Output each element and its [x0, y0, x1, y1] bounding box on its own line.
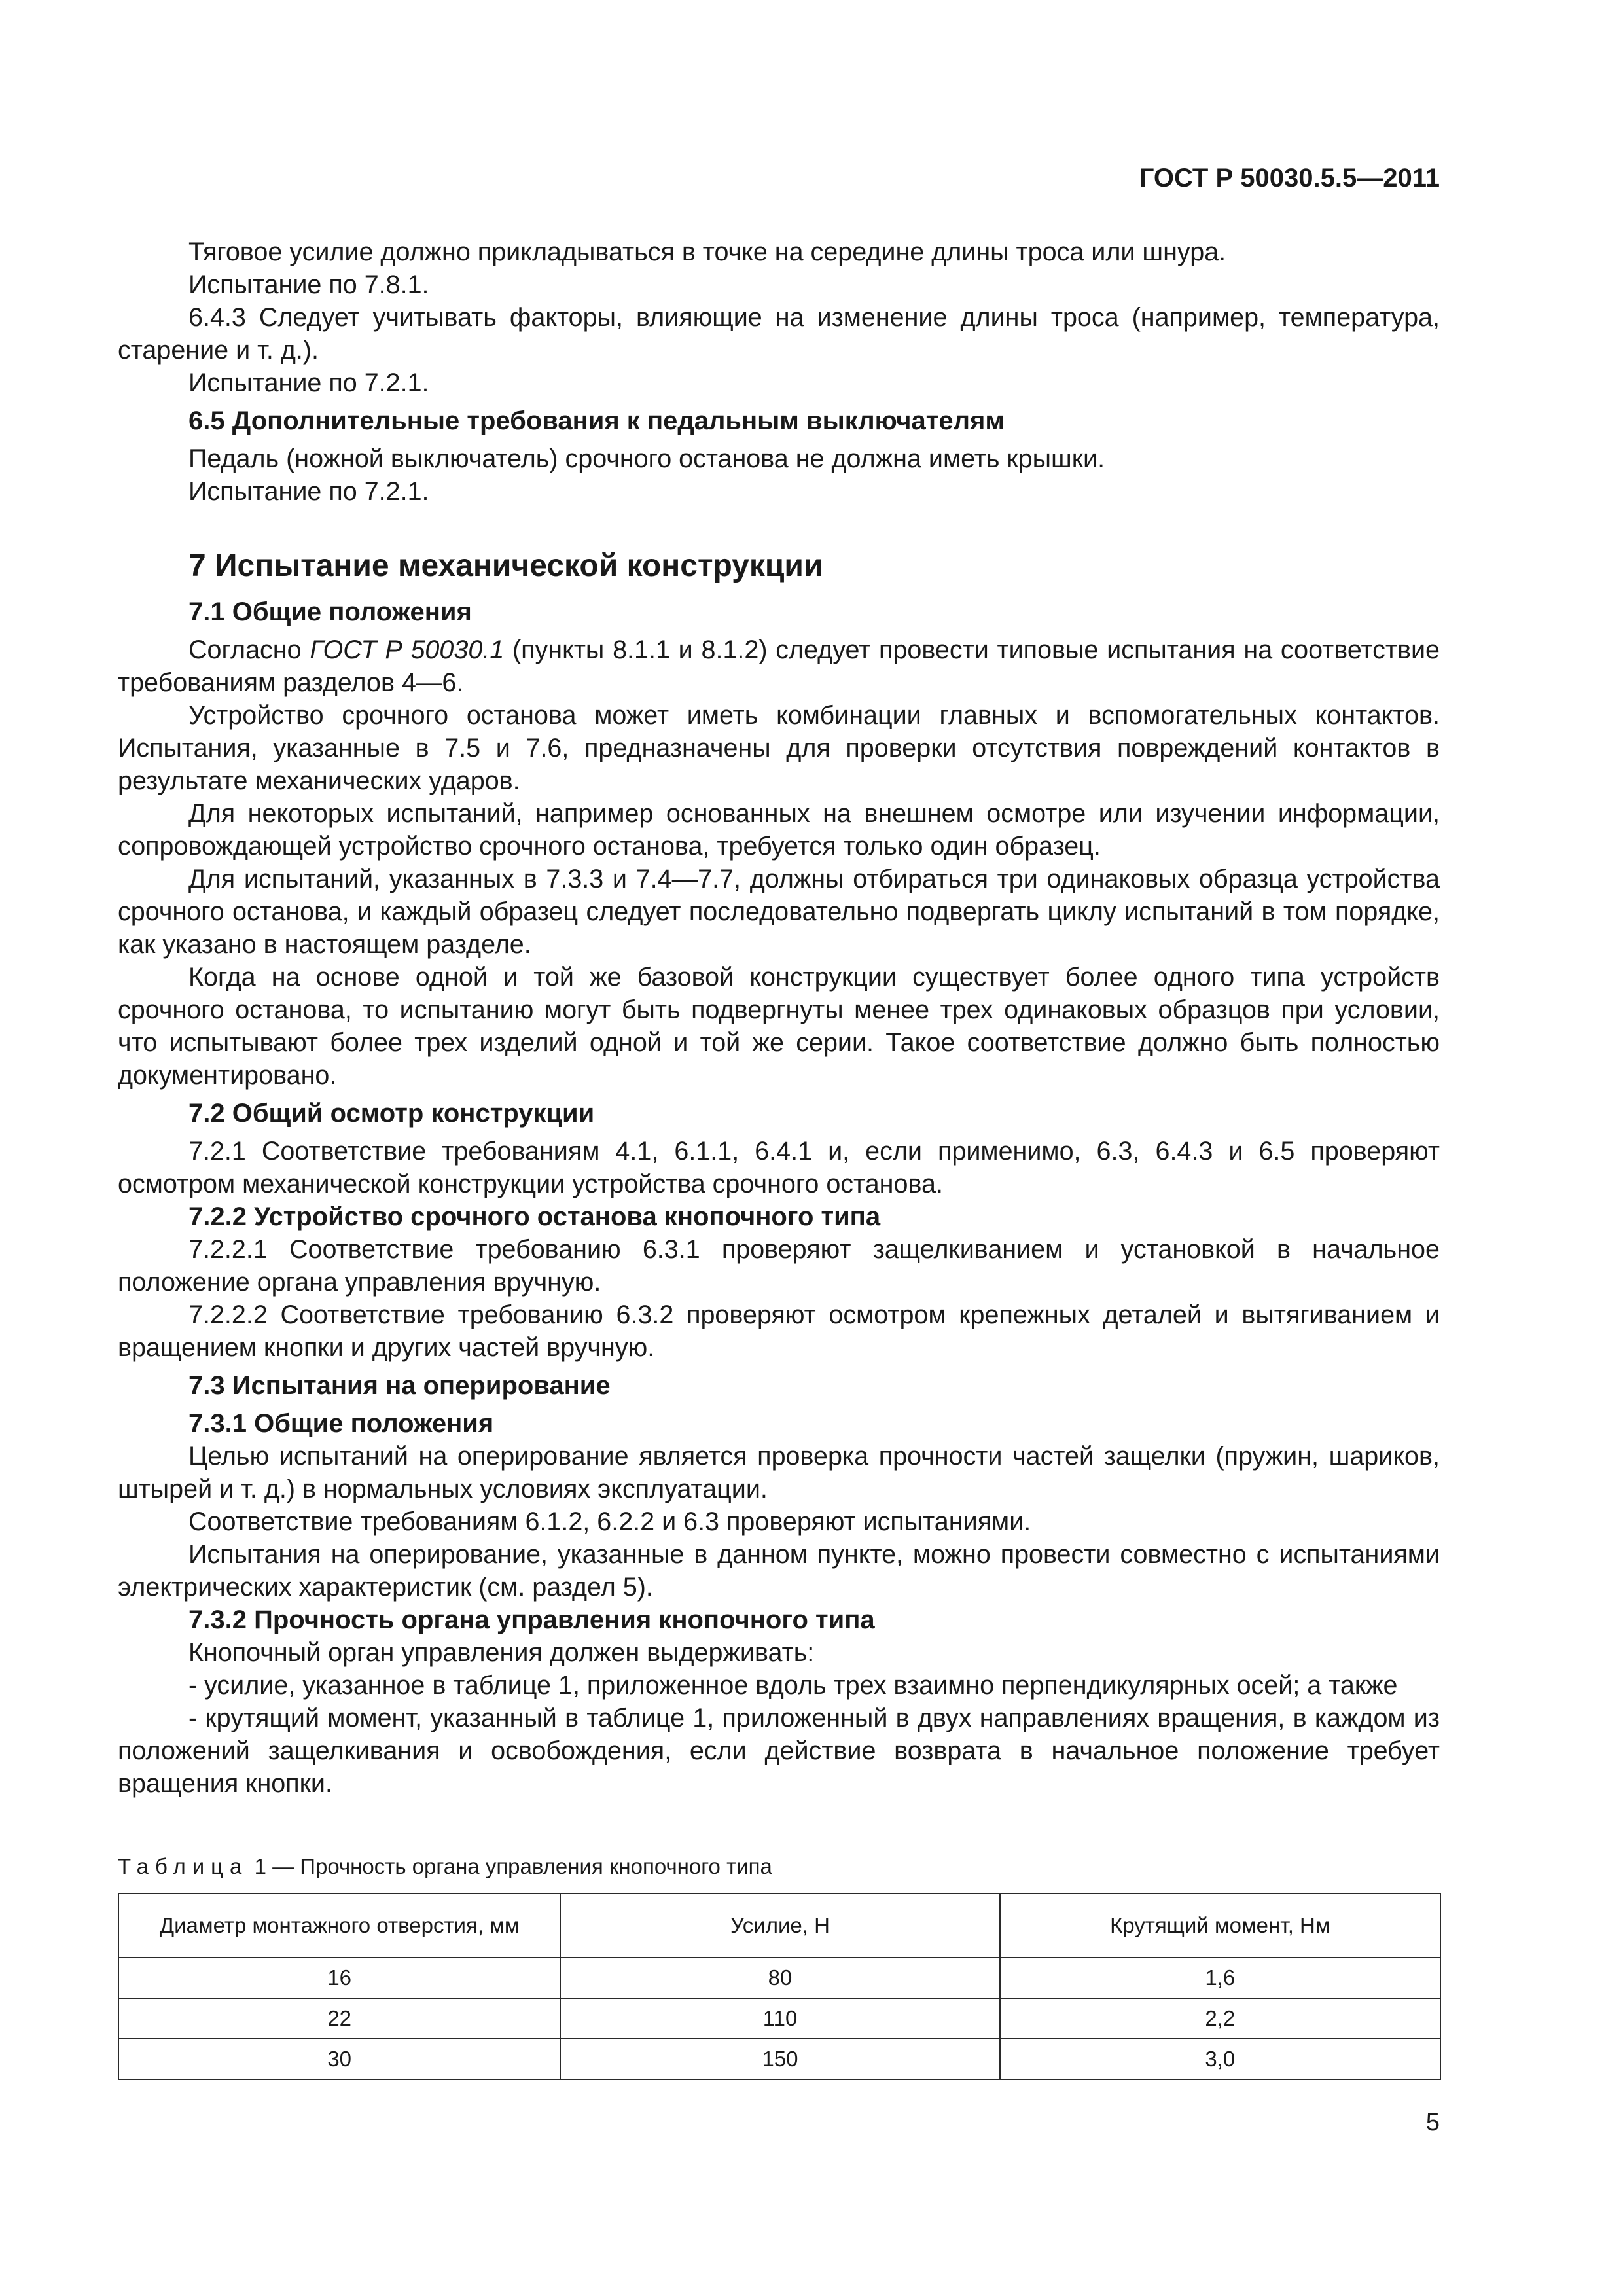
body-text: [118, 236, 1440, 1800]
paragraph: 6.4.3 Следует учитывать факторы, влияющие на изменение длины троса (например, температура, старение и т. д.).: [118, 303, 1440, 365]
paragraph-text: (пункты 8.1.1 и 8.1.2) следует провести типовые испытания на соответствие требованиям разделов 4—6.: [118, 636, 1440, 697]
paragraph: Испытание по 7.8.1.: [188, 270, 429, 299]
paragraph: Педаль (ножной выключатель) срочного останова не должна иметь крышки.: [188, 444, 1105, 473]
paragraph: Тяговое усилие должно прикладываться в точке на середине длины троса или шнура.: [188, 238, 1226, 266]
cell-diameter: 16: [118, 1958, 560, 1998]
table-row: [118, 1958, 1440, 1998]
paragraph: 7.2.1 Соответствие требованиям 4.1, 6.1.1, 6.4.1 и, если применимо, 6.3, 6.4.3 и 6.5 проверяют осмотром механической конструкции устройства срочного останова.: [118, 1137, 1440, 1198]
cell-force: 110: [560, 1998, 999, 2039]
subsection-heading: 7.3 Испытания на оперирование: [188, 1371, 611, 1400]
paragraph: 7.2.2.1 Соответствие требованию 6.3.1 проверяют защелкиванием и установкой в начальное положение органа управления вручную.: [118, 1235, 1440, 1297]
document-header: ГОСТ Р 50030.5.5—2011: [1139, 164, 1440, 192]
paragraph: Соответствие требованиям 6.1.2, 6.2.2 и 6.3 проверяют испытаниями.: [188, 1507, 1031, 1536]
paragraph-text: Согласно: [188, 636, 310, 664]
strength-table: [118, 1893, 1441, 2080]
paragraph: Для испытаний, указанных в 7.3.3 и 7.4—7.7, должны отбираться три одинаковых образца устройства срочного останова, и каждый образец следует последовательно подвергать циклу испытаний в том порядке, как указано в настоящем разделе.: [118, 865, 1440, 959]
paragraph: [118, 634, 1440, 699]
table-row: [118, 1998, 1440, 2039]
subsection-heading: 7.2 Общий осмотр конструкции: [188, 1099, 595, 1128]
paragraph: Кнопочный орган управления должен выдерживать:: [188, 1638, 815, 1667]
paragraph: Для некоторых испытаний, например основанных на внешнем осмотре или изучении информации, сопровождающей устройство срочного останова, требуется только один образец.: [118, 799, 1440, 861]
cell-torque: 2,2: [1000, 1998, 1440, 2039]
table-header-row: [118, 1893, 1440, 1958]
paragraph: Испытания на оперирование, указанные в данном пункте, можно провести совместно с испытаниями электрических характеристик (см. раздел 5).: [118, 1540, 1440, 1602]
cell-force: 80: [560, 1958, 999, 1998]
paragraph: - усилие, указанное в таблице 1, приложенное вдоль трех взаимно перпендикулярных осей; а также: [188, 1671, 1398, 1700]
cell-diameter: 22: [118, 1998, 560, 2039]
table-row: [118, 2039, 1440, 2079]
paragraph: Устройство срочного останова может иметь комбинации главных и вспомогательных контактов. Испытания, указанные в 7.5 и 7.6, предназначены для проверки отсутствия повреждений контактов в результате механических ударов.: [118, 701, 1440, 795]
table-caption-label: Таблица: [118, 1854, 249, 1878]
paragraph: Когда на основе одной и той же базовой конструкции существует более одного типа устройств срочного останова, то испытанию могут быть подвергнуты менее трех одинаковых образцов при условии, что испытывают более трех изделий одной и той же серии. Такое соответствие должно быть полностью документировано.: [118, 963, 1440, 1090]
cell-torque: 1,6: [1000, 1958, 1440, 1998]
subsection-heading: 7.1 Общие положения: [188, 598, 472, 626]
page-number: 5: [1425, 2109, 1440, 2136]
subsection-heading: 7.3.2 Прочность органа управления кнопочного типа: [188, 1605, 875, 1634]
header-force: Усилие, Н: [560, 1893, 999, 1958]
standard-reference: ГОСТ Р 50030.1: [310, 636, 505, 664]
table-caption-text: 1 — Прочность органа управления кнопочного типа: [254, 1854, 772, 1878]
paragraph: 7.2.2.2 Соответствие требованию 6.3.2 проверяют осмотром крепежных деталей и вытягиванием и вращением кнопки и других частей вручную.: [118, 1300, 1440, 1362]
paragraph: - крутящий момент, указанный в таблице 1, приложенный в двух направлениях вращения, в каждом из положений защелкивания и освобождения, если действие возврата в начальное положение требует вращения кнопки.: [118, 1704, 1440, 1798]
subsection-heading: 6.5 Дополнительные требования к педальным выключателям: [188, 406, 1005, 435]
subsection-heading: 7.3.1 Общие положения: [188, 1409, 494, 1438]
section-heading: 7 Испытание механической конструкции: [188, 548, 823, 583]
cell-torque: 3,0: [1000, 2039, 1440, 2079]
paragraph: Целью испытаний на оперирование является проверка прочности частей защелки (пружин, шариков, штырей и т. д.) в нормальных условиях эксплуатации.: [118, 1442, 1440, 1503]
cell-force: 150: [560, 2039, 999, 2079]
subsection-heading: 7.2.2 Устройство срочного останова кнопочного типа: [188, 1202, 881, 1231]
paragraph: Испытание по 7.2.1.: [188, 477, 429, 506]
table-caption: [118, 1854, 772, 1880]
header-diameter: Диаметр монтажного отверстия, мм: [118, 1893, 560, 1958]
paragraph: Испытание по 7.2.1.: [188, 368, 429, 397]
cell-diameter: 30: [118, 2039, 560, 2079]
header-torque: Крутящий момент, Нм: [1000, 1893, 1440, 1958]
